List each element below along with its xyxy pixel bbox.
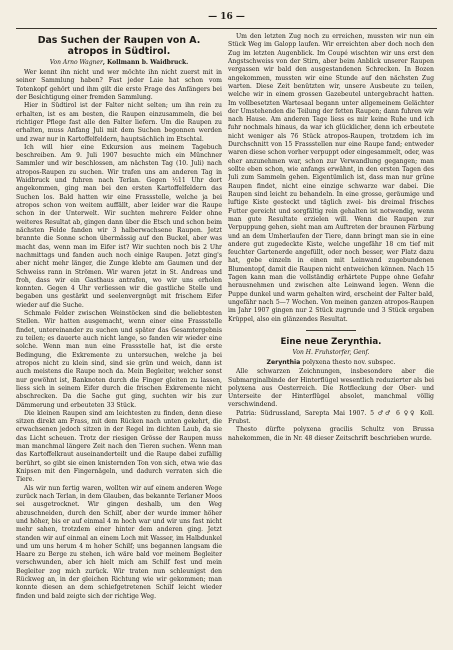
article-paragraph: Als wir nun fertig waren, wollten wir auf einem anderen Wege zurück nach Terlan, in dem Glauben, das bekannte Terlaner Moos sei ausgetrocknet. Wir gingen deshalb, um den Weg abzuschneiden, durch den Schilf, aber der wurde immer höher und höher, bis er auf einmal 4 m hoch war und wir uns fast nicht mehr sahen, trotzdem einer hinter dem anderen ging. Jetzt standen wir auf einmal an einem Loch mit Wasser, im Halbdunkel und um uns herum 4 m hoher Schilf; uns begannen langsam die Haare zu Berge zu stehen, ich wäre bald vor meinem Begleiter verschwunden, aber ich hielt mich am Schilf fest und mein Begleiter zog mich zurück. Wir traten nun schleunigst den Rückweg an, in der gleichen Richtung wie wir gekommen; man konnte diesen an dem schiefgetretenen Schilf leicht wieder finden und bald zeigte sich der richtige Weg. bbox=[16, 484, 222, 600]
article-title: Das Suchen der Raupen von A. atropos in Südtirol. bbox=[37, 35, 201, 57]
article-paragraph: Schmale Felder zwischen Weinstöcken sind die beliebtesten Stellen. Wir hatten ausgemacht, wenn einer eine Frassstelle findet, untereinander zu suchen und später das Gesamtergebnis zu teilen; es dauerte auch nicht lange, so fanden wir wieder eine solche. Wenn man nun eine Frassstelle hat, ist die erste Bedingung, die Exkremente zu untersuchen, welche ja bei atropos nicht zu klein sind, sind sie grün und weich, dann ist auch meistens die Raupe noch da. Mein Begleiter, welcher sonst nur gewöhnt ist, Banknoten durch die Finger gleiten zu lassen, liess sich in seinem Eifer durch die frischen Exkremente nicht abschrecken. Da die Sache gut ging, suchten wir bis zur Dämmerung und erbeuteten 33 Stück. bbox=[16, 310, 222, 409]
article2-paragraph: Alle schwarzen Zeichnungen, insbesondere aber die Submarginalbinde der Hinterflügel wesentlich reduzierter als bei polyxena aus Oesterreich. Die Rotfleckung der Ober- und Unterseite der Hinterflügel absolet, manchmal völlig verschwindend. bbox=[228, 368, 434, 409]
article-paragraph: Die kleinen Raupen sind am leichtesten zu finden, denn diese sitzen direkt am Frass, mit dem Rücken nach unten gekehrt, die erwachsenen jedoch sitzen in der Regel im dichten Laub, da sie das Licht scheuen. Trotz der riesigen Grösse der Raupen muss man manchmal längere Zeit nach den Tieren suchen. Wenn man das Kartoffelkraut auseinanderteilt und die Raupe dabei zufällig berührt, so gibt sie einen knisternden Ton von sich, etwa wie das Knipsen mit den Fingernägeln, und dadurch verraten sich die Tiere. bbox=[16, 409, 222, 484]
column-left bbox=[16, 33, 222, 641]
article-paragraph: Wer kennt ihn nicht und wer möchte ihn nicht zuerst mit in seiner Sammlung haben? Fast jeder Laie hat schon vom Totenkopf gehört und ihm gilt die erste Frage des Anfängers bei der Besichtigung einer fremden Sammlung. bbox=[16, 69, 222, 101]
byline-author: H. Fruhstorfer bbox=[305, 348, 350, 356]
article-paragraph: Um den letzten Zug noch zu erreichen, mussten wir nun ein Stück Weg im Galopp laufen. Wir erreichten aber doch noch den Zug im letzten Augenblick. Im Coupé wischten wir uns erst den Angstschweiss von der Stirn, aber beim Anblick unserer Raupen vergassen wir bald den ausgestandenen Schrecken. In Bozen angekommen, mussten wir eine Stunde auf den nächsten Zug warten. Diese Zeit benützten wir, unsere Ausbeute zu teilen, welche wir in einem grossen Gazebeutel untergebracht hatten. Im vollbesetzten Wartesaal begann unter allgemeinem Gelächter der Umstehenden die Teilung der fetten Raupen; dann fuhren wir nach Hause. Am anderen Tage liess es mir keine Ruhe und ich fuhr nochmals hinaus, da war ich glücklicher, denn ich erbeutete nicht weniger als 76 Stück atropos-Raupen, trotzdem ich im Durchschnitt von 15 Frassstellen nur eine Raupe fand; entweder waren diese schon vorher verpuppt oder eingesammelt, oder, was eher anzunehmen war, schon zur Verwandlung gegangen; man sollte eben schon, wie anfangs erwähnt, in den ersten Tagen des Juli zum Sammeln gehen. Eigentümlich ist, dass man nur grüne Raupen findet, nicht eine einzige schwarze war dabei. Die Raupen sind leicht zu behandeln. In eine grosse, geräumige und luftige Kiste gesteckt und täglich zwei- bis dreimal frisches Futter gereicht und sorgfältig rein gehalten ist notwendig, wenn man gute Resultate erzielen will. Wenn die Raupen zur Verpuppung gehen, sieht man am Auftreten der braunen Färbung und an dem Umherlaufen der Tiere, dann bringt man sie in eine andere gut zugedeckte Kiste, welche ungefähr 18 cm tief mit feuchter Gartenerde angefüllt, oder noch besser, wer Platz dazu hat, gebe einzeln in einen mit Leinwand zugebundenen Blumentopf, damit die Raupen nicht entweichen können. Nach 15 Tagen kann man die vollständig erhärtete Puppe ohne Gefahr herausnehmen und zwischen alte Leinwand legen. Wenn die Puppe dunkel und warm gehalten wird, erscheint der Falter bald, ungefähr nach 5—7 Wochen. Von meinen ganzen atropos-Raupen im Jahr 1907 gingen nur 2 Stück zugrunde und 3 Stück ergaben Krüppel, also ein glänzendes Resultat. bbox=[228, 33, 434, 323]
article-paragraph: Hier in Südtirol ist der Falter nicht selten; um ihn rein zu erhalten, ist es am besten, die Raupen einzusammeln, die bei richtiger Pflege fast alle den Falter liefern. Um die Raupen zu erhalten, muss Anfang Juli mit dem Suchen begonnen werden und zwar nur in Kartoffelfeldern, hauptsächlich im Etschtal. bbox=[16, 102, 222, 143]
article2-byline bbox=[228, 349, 434, 356]
byline-prefix: Von bbox=[49, 59, 61, 66]
article2-paragraph: Patria: Südrussland, Sarepta Mai 1907. 5 ♂♂ 6 ♀♀ Koll. Frubst. bbox=[228, 409, 434, 426]
page-number: — 16 — bbox=[208, 12, 245, 22]
species-genus: Zerynthia bbox=[266, 358, 301, 366]
article2-paragraph: Thesto dürfte polyxena gracilis Schultz von Brussa nahekommen, die in Nr. 48 dieser Zeitschrift beschrieben wurde. bbox=[228, 426, 434, 442]
byline-author: Arno Wagner bbox=[62, 59, 103, 66]
article2-title: Eine neue Zerynthia. bbox=[280, 336, 382, 347]
byline-location: , Genf. bbox=[349, 348, 370, 356]
species-heading bbox=[228, 359, 434, 367]
byline-prefix: Von bbox=[292, 348, 304, 356]
species-name: polyxena thesto nov. subspec. bbox=[302, 358, 396, 366]
header-rule bbox=[16, 28, 437, 29]
article-paragraph: Ich will hier eine Exkursion aus meinem Tagebuch beschreiben. Am 9. Juli 1907 besuchte mich ein Münchner Sammler und wir beschlossen, am nächsten Tag (10. Juli) nach atropos-Raupen zu suchen. Wir trafen uns am anderen Tag in Waidbruck und fuhren nach Terlan. Gegen ½11 Uhr dort angekommen, ging man bei den ersten Kartoffelfeldern das Suchen los. Bald hatten wir eine Frassstelle, welche ja bei atropos schon von weitem auffällt, aber leider war die Raupe schon in der Unterwelt. Wir suchten mehrere Felder ohne weiteres Resultat ab, gingen dann über die Etsch und schon beim nächsten Felde fanden wir 3 halberwachsene Raupen. Jetzt brannte die Sonne schon übermässig auf den Buckel, aber was macht das, wenn man im Eifer ist? Wir suchten noch bis 2 Uhr nachmittags und fanden auch noch einige Raupen. Jetzt ging's aber nicht mehr länger, die Zunge klebte am Gaumen und der Schweiss rann in Strömen. Wir waren jetzt in St. Andreas und froh, dass wir ein Gasthaus antrafen, wo wir uns erholen konnten. Gegen 4 Uhr verliessen wir die gastliche Stelle und begaben uns gestärkt und seelenvergnügt mit frischem Eifer wieder auf die Suche. bbox=[16, 143, 222, 309]
column-right bbox=[228, 33, 434, 641]
article-divider bbox=[306, 330, 356, 331]
byline-location: , Kollmann b. Waidbruck. bbox=[102, 59, 189, 66]
article-byline bbox=[16, 59, 222, 66]
